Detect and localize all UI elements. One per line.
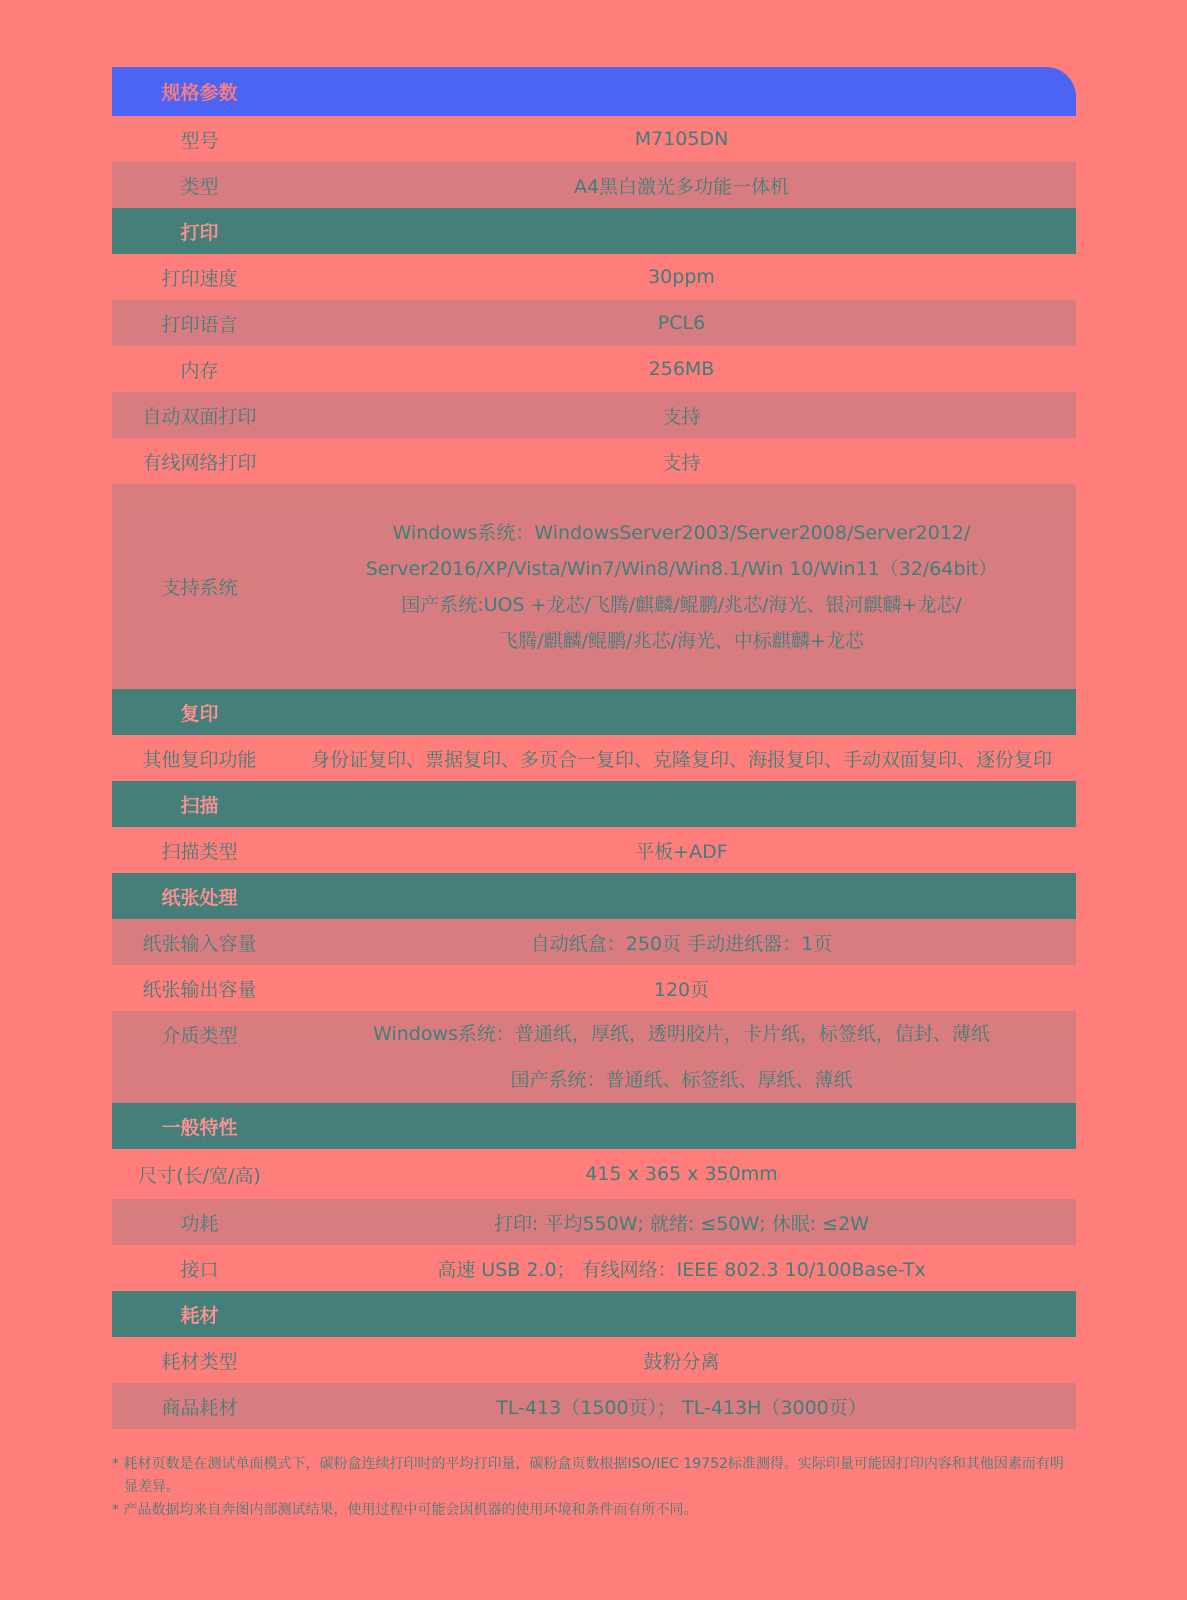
row-value: PCL6 <box>657 312 706 334</box>
row-value: 平板+ADF <box>635 840 728 863</box>
row-value: 支持 <box>662 451 701 474</box>
row-key: 耗材类型 <box>161 1350 238 1373</box>
row-key: 纸张输出容量 <box>142 978 257 1001</box>
row-value: 256MB <box>648 358 715 380</box>
row-value: 30ppm <box>648 266 715 288</box>
spec-row-print-language <box>112 300 1076 346</box>
section-title: 打印 <box>180 221 219 244</box>
section-title: 耗材 <box>180 1304 219 1327</box>
row-key: 打印速度 <box>161 267 238 290</box>
section-paper <box>112 873 1076 919</box>
row-value: 身份证复印、票据复印、多页合一复印、克隆复印、海报复印、手动双面复印、逐份复印 <box>310 748 1052 771</box>
row-key: 型号 <box>180 129 219 152</box>
row-value: 高速 USB 2.0； 有线网络：IEEE 802.3 10/100Base-Tx <box>437 1258 926 1281</box>
spec-row-systems <box>112 484 1076 689</box>
section-title: 扫描 <box>180 794 219 817</box>
row-key: 扫描类型 <box>161 840 238 863</box>
media-line: Windows系统：普通纸，厚纸，透明胶片，卡片纸，标签纸，信封、薄纸 <box>373 1023 990 1045</box>
spec-row-paper-input <box>112 919 1076 965</box>
systems-line: 国产系统:UOS +龙芯/飞腾/麒麟/鲲鹏/兆芯/海光、银河麒麟+龙芯/ <box>401 593 962 616</box>
row-value: TL-413（1500页）； TL-413H（3000页） <box>496 1396 867 1419</box>
row-key: 功耗 <box>180 1212 219 1235</box>
row-key: 类型 <box>180 175 219 198</box>
row-key: 支持系统 <box>161 577 238 599</box>
row-key: 纸张输入容量 <box>142 932 257 955</box>
row-key: 自动双面打印 <box>142 405 257 428</box>
footnotes <box>112 1453 1076 1522</box>
media-line: 国产系统：普通纸、标签纸、厚纸、薄纸 <box>510 1069 853 1091</box>
section-print <box>112 208 1076 254</box>
section-title: 纸张处理 <box>161 886 238 909</box>
row-value: 自动纸盒：250页 手动进纸器：1页 <box>530 932 833 955</box>
spec-table <box>112 67 1076 1429</box>
spec-row-memory <box>112 346 1076 392</box>
spec-row-model <box>112 116 1076 162</box>
section-title: 一般特性 <box>161 1116 238 1139</box>
row-value: 鼓粉分离 <box>643 1350 720 1373</box>
row-key: 内存 <box>180 359 219 382</box>
row-value-multiline <box>287 515 1076 659</box>
spec-row-paper-output <box>112 965 1076 1011</box>
spec-title: 规格参数 <box>161 82 238 104</box>
spec-row-print-speed <box>112 254 1076 300</box>
spec-row-network-print <box>112 438 1076 484</box>
footnote: * 耗材页数是在测试单面模式下，碳粉盒连续打印时的平均打印量，碳粉盒页数根据ISO/IEC 19752标准测得。实际印量可能因打印内容和其他因素而有明显差异。 <box>112 1456 1064 1495</box>
row-key: 打印语言 <box>161 313 238 336</box>
section-scan <box>112 781 1076 827</box>
row-key: 其他复印功能 <box>142 748 257 771</box>
spec-row-supplies-type <box>112 1337 1076 1383</box>
row-key: 商品耗材 <box>161 1396 238 1419</box>
row-key: 有线网络打印 <box>142 451 257 474</box>
row-value: 415 x 365 x 350mm <box>585 1163 778 1185</box>
row-key: 介质类型 <box>161 1025 238 1047</box>
row-value: A4黑白激光多功能一体机 <box>573 175 790 198</box>
row-value: M7105DN <box>634 128 729 150</box>
systems-line: 飞腾/麒麟/鲲鹏/兆芯/海光、中标麒麟+龙芯 <box>499 629 864 652</box>
section-copy <box>112 689 1076 735</box>
row-value-multiline <box>287 1011 1076 1103</box>
spec-row-duplex <box>112 392 1076 438</box>
spec-row-media-type <box>112 1011 1076 1103</box>
spec-row-supplies-items <box>112 1383 1076 1429</box>
spec-row-power <box>112 1199 1076 1245</box>
systems-line: Server2016/XP/Vista/Win7/Win8/Win8.1/Win 10/Win11（32/64bit） <box>365 557 998 580</box>
row-key: 接口 <box>180 1258 219 1281</box>
section-title: 复印 <box>180 702 219 725</box>
spec-title-bar <box>112 67 1076 116</box>
row-value: 支持 <box>662 405 701 428</box>
row-key: 尺寸(长/宽/高) <box>138 1164 261 1187</box>
row-value: 打印: 平均550W; 就绪: ≤50W; 休眠: ≤2W <box>494 1212 869 1235</box>
spec-row-other-copy <box>112 735 1076 781</box>
spec-row-type <box>112 162 1076 208</box>
spec-row-interface <box>112 1245 1076 1291</box>
section-general <box>112 1103 1076 1149</box>
spec-row-size <box>112 1149 1076 1199</box>
section-supplies <box>112 1291 1076 1337</box>
spec-row-scan-type <box>112 827 1076 873</box>
footnote: * 产品数据均来自奔图内部测试结果，使用过程中可能会因机器的使用环境和条件而有所不同。 <box>112 1502 698 1518</box>
systems-line: Windows系统：WindowsServer2003/Server2008/Server2012/ <box>392 521 971 544</box>
row-value: 120页 <box>653 978 710 1001</box>
